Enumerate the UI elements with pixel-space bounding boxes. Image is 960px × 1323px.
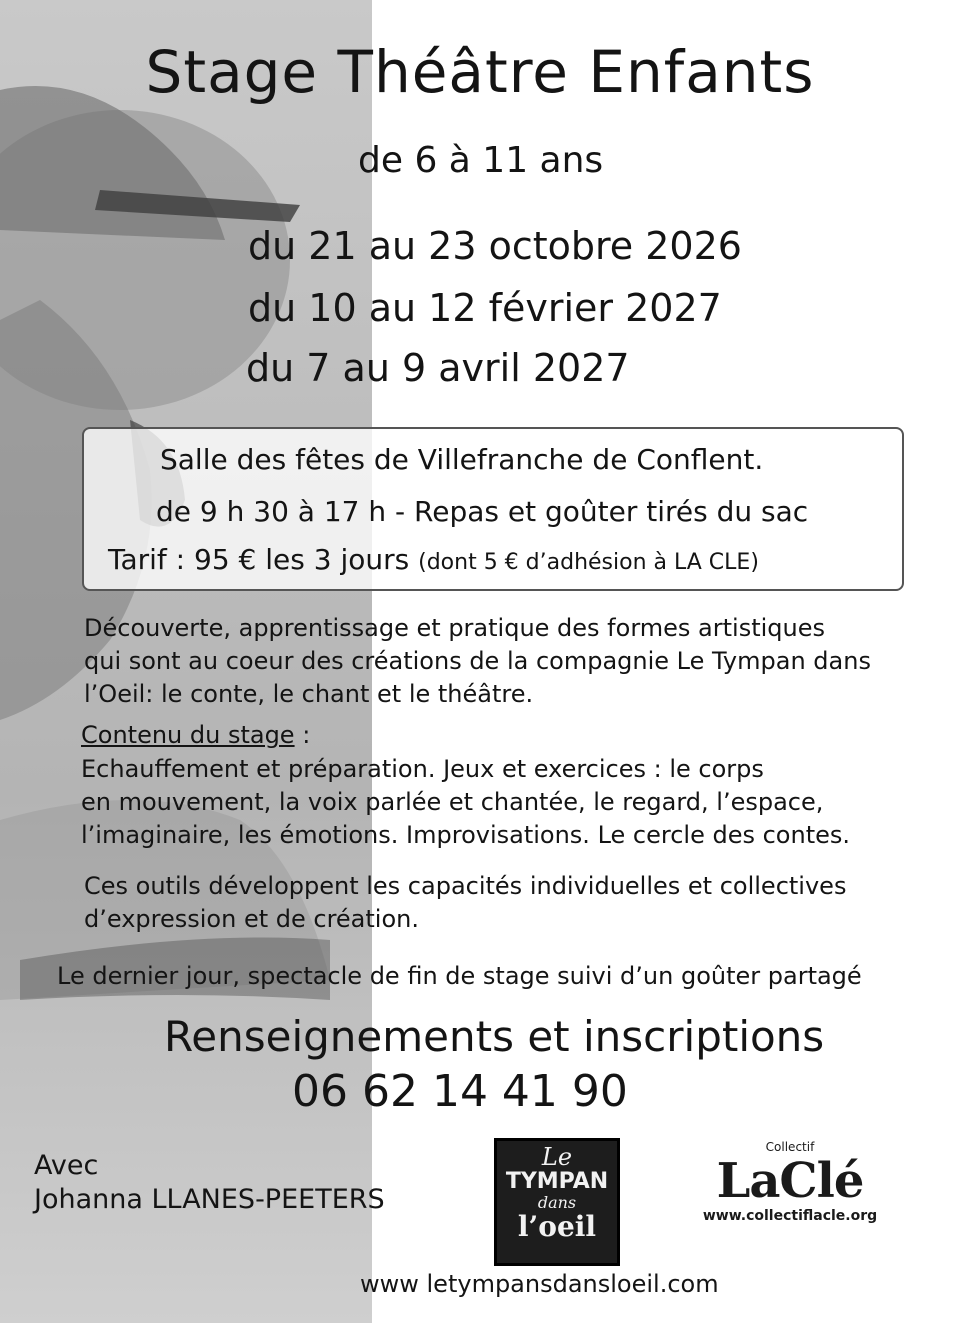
description-line: Découverte, apprentissage et pratique des formes artistiques [84,614,825,642]
content-line: en mouvement, la voix parlée et chantée, le regard, l’espace, [81,788,824,816]
description-line: l’Oeil: le conte, le chant et le théâtre. [84,680,534,708]
price-line [108,543,759,576]
content-heading-line [81,719,310,752]
last-day-text: Le dernier jour, spectacle de fin de stage suivi d’un goûter partagé [57,962,862,990]
tympan-logo-text: dans [537,1193,577,1212]
date-line: du 21 au 23 octobre 2026 [248,224,742,268]
tympan-logo [494,1138,620,1266]
phone-number: 06 62 14 41 90 [292,1066,628,1117]
tympan-logo-text: Le [541,1143,573,1171]
info-box [82,427,904,591]
tools-line: Ces outils développent les capacités individuelles et collectives [84,872,847,900]
contact-heading: Renseignements et inscriptions [164,1012,825,1061]
age-range: de 6 à 11 ans [358,140,604,181]
collectif-lacle-logo [690,1140,890,1240]
tympan-logo-text: l’oeil [517,1210,597,1243]
cle-logo-top: Collectif [765,1140,815,1154]
content-line: l’imaginaire, les émotions. Improvisations. Le cercle des contes. [81,821,850,849]
hours-text: de 9 h 30 à 17 h - Repas et goûter tirés du sac [156,495,809,528]
website-url: www letympansdansloeil.com [360,1270,719,1298]
date-line: du 10 au 12 février 2027 [248,286,722,330]
date-line: du 7 au 9 avril 2027 [246,346,630,390]
venue-text: Salle des fêtes de Villefranche de Conflent. [160,443,764,476]
content-heading: Contenu du stage [81,721,295,749]
price-note: (dont 5 € d’adhésion à LA CLE) [418,550,759,575]
page-title: Stage Théâtre Enfants [145,38,815,106]
tympan-logo-text: TYMPAN [505,1169,609,1194]
cle-logo-main: LaClé [716,1153,864,1209]
price-text: Tarif : 95 € les 3 jours [108,543,410,576]
cle-logo-url: www.collectiflacle.org [702,1208,878,1224]
tools-line: d’expression et de création. [84,905,419,933]
description-line: qui sont au coeur des créations de la compagnie Le Tympan dans [84,647,871,675]
content-heading-suffix: : [294,721,311,749]
with-label: Avec [34,1150,99,1181]
content-line: Echauffement et préparation. Jeux et exercices : le corps [81,755,764,783]
instructor-name: Johanna LLANES-PEETERS [34,1184,385,1215]
